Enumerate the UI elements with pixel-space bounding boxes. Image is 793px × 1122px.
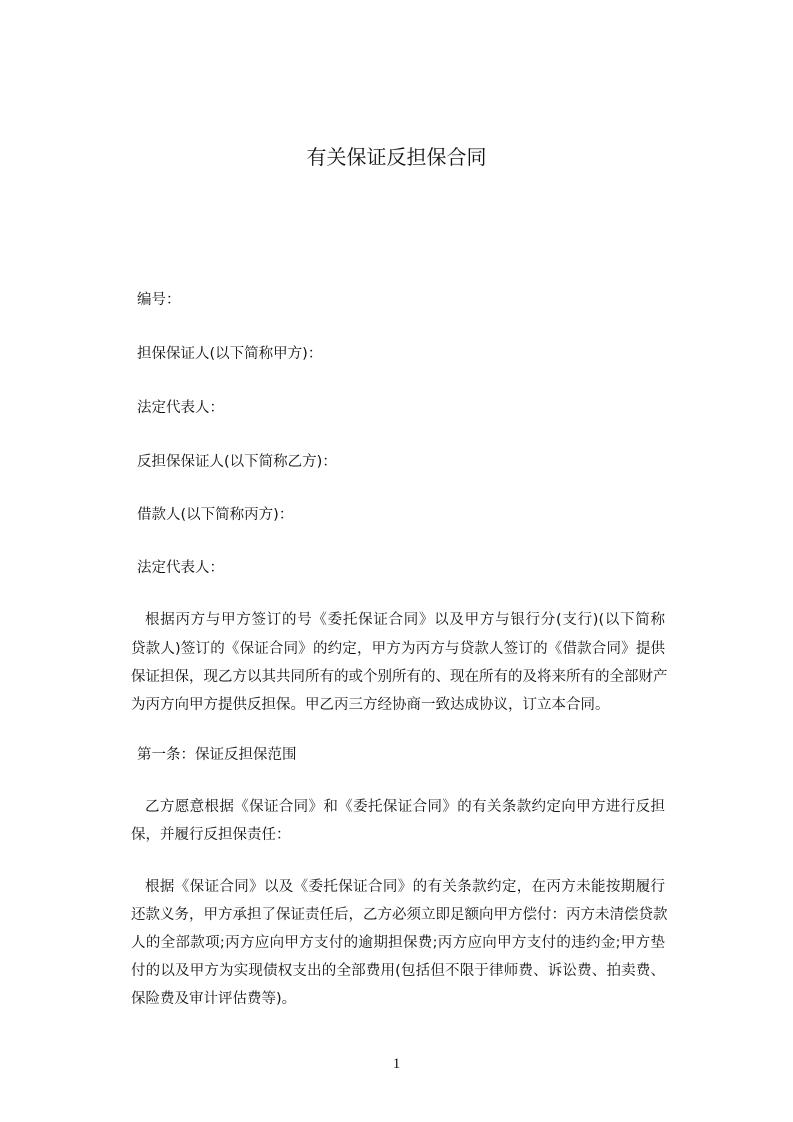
article-heading: 第一条：保证反担保范围 [137, 747, 297, 763]
field-legal-representative-2: 法定代表人： [137, 560, 224, 576]
paragraph-line: 根据《保证合同》以及《委托保证合同》的有关条款约定，在丙方未能按期履行 [145, 879, 665, 895]
field-guarantor: 担保保证人(以下简称甲方)： [137, 346, 323, 362]
paragraph-line: 人的全部款项;丙方应向甲方支付的逾期担保费;丙方应向甲方支付的违约金;甲方垫 [131, 935, 665, 951]
field-borrower: 借款人(以下简称丙方)： [137, 507, 294, 523]
page-number: 1 [392, 1056, 401, 1072]
paragraph-line: 保，并履行反担保责任： [131, 827, 291, 843]
paragraph-line: 乙方愿意根据《保证合同》和《委托保证合同》的有关条款约定向甲方进行反担 [145, 799, 665, 815]
paragraph-line: 保证担保，现乙方以其共同所有的或个别所有的、现在所有的及将来所有的全部财产 [131, 669, 668, 685]
field-contract-number: 编号： [137, 292, 181, 308]
paragraph-line: 保险费及审计评估费等)。 [131, 991, 297, 1007]
document-title: 有关保证反担保合同 [306, 145, 487, 169]
paragraph-line: 还款义务，甲方承担了保证责任后，乙方必须立即足额向甲方偿付：丙方未清偿贷款 [131, 907, 668, 923]
paragraph-line: 付的以及甲方为实现债权支出的全部费用(包括但不限于律师费、诉讼费、拍卖费、 [131, 963, 665, 979]
paragraph-line: 根据丙方与甲方签订的号《委托保证合同》以及甲方与银行分(支行)(以下简称 [145, 612, 665, 628]
paragraph-line: 贷款人)签订的《保证合同》的约定，甲方为丙方与贷款人签订的《借款合同》提供 [131, 641, 665, 657]
field-legal-representative: 法定代表人： [137, 400, 224, 416]
field-counter-guarantor: 反担保保证人(以下简称乙方)： [137, 454, 337, 470]
paragraph-line: 为丙方向甲方提供反担保。甲乙丙三方经协商一致达成协议，订立本合同。 [131, 697, 610, 713]
